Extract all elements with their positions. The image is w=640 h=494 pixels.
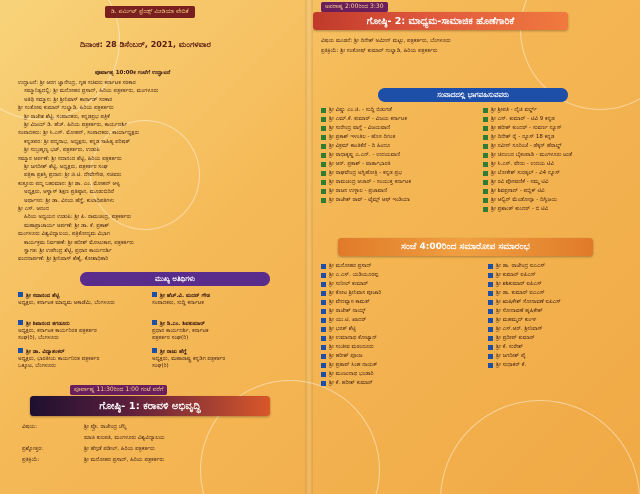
list-item-label: ಶ್ರೀ ಯು.ಟಿ. ಖಾದರ್ [329,317,367,323]
bullet-icon [483,162,488,167]
page-gutter [305,0,313,494]
bullet-icon [152,320,157,325]
list-item-label: ಶ್ರೀ ಜಗದೀಶ್ ಪೈ [496,353,526,359]
list-item [321,352,381,361]
list-item [483,115,572,124]
list-item [488,325,561,334]
list-item-label: ಶ್ರೀ ಉಮಾನಾಥ ಕೋಟ್ಯಾನ್ [329,335,378,341]
bullet-icon [321,126,326,131]
bullet-icon [483,126,488,131]
list-item-label: ಶ್ರೀ ಎಸ್. ಕುಮಾರ್ - ಟಿವಿ 9 ಕನ್ನಡ [491,116,555,122]
session2-time: ಅಪರಾಹ್ನ 2:00ರಿಂದ 3:30 [321,2,388,12]
list-item-label: ಶ್ರೀ ಎಸ್.ಆರ್. ಶ್ರೀನಿವಾಸ್ [496,326,543,332]
bullet-icon [321,354,326,359]
bullet-icon [321,198,326,203]
list-item [483,196,572,205]
list-item-label: ಶ್ರೀ ಹರೀಶ್ ಕುಂದರ್ - ಸುವರ್ಣ ನ್ಯೂಸ್ [491,125,562,131]
session2-banner: ಗೋಷ್ಠಿ- 2: ಮಾಧ್ಯಮ-ಸಾಮಾಜಿಕ ಹೊಣೆಗಾರಿಕೆ [313,12,568,30]
session2-topic: ವಿಷಯ ಮಂಡನೆ: ಶ್ರೀ ದಿನೇಶ್ ಅಮೀನ್ ಮಟ್ಟು, ಪತ್ರಕರ್ತರು, ಬೆಂಗಳೂರು [321,38,451,44]
bullet-icon [321,381,326,386]
list-item [488,298,561,307]
bullet-icon [488,300,493,305]
intro-line: ಶ್ರೀ ಜಗದೀಶ್ ಶೆಟ್ಟಿ, ಅಧ್ಯಕ್ಷರು, ಪತ್ರಕರ್ತರ ಸಂಘ [24,164,108,170]
bullet-icon [488,354,493,359]
list-item-label: ಶ್ರೀ ಎಮ್.ಕೆ. ಕುಮಾರ್ - ವಿಜಯ ಕರ್ನಾಟಕ [329,116,407,122]
list-item [488,271,561,280]
intro-line: ಅತಿಥಿ ಸಮ್ಮಾನ: ಶ್ರೀ ಶ್ರೀನಿವಾಸ್ ಕಾರ್ನಾಡ್ ಸರಕಾರ [24,96,113,103]
list-item-label: ಶ್ರೀ ಡಾ. ಕುಮಾರ್ ಐಎಎಸ್ [496,290,545,296]
list-item [321,271,381,280]
row-key: ಪ್ರತಿಕ್ರಿಯೆ: [22,457,40,463]
intro-line: ಶ್ರೀ ರಾಜೇಶ ಶೆಟ್ಟಿ, ಸಂಪಾದಕರು, ಕನ್ನಡಪ್ರಭ ಪತ್ರಿಕೆ [24,113,110,120]
session1-row [22,457,164,464]
list-item [321,115,411,124]
bullet-icon [321,117,326,122]
list-item [321,325,381,334]
bullet-icon [321,153,326,158]
inauguration-time: ಪೂರ್ವಾಹ್ನ 10:00ಕ ಗಂಟೆಗೆ ಉದ್ಘಾಟನೆ [95,70,171,76]
list-item-label: ಶ್ರೀ ಕೋಟ ಶ್ರೀನಿವಾಸ ಪೂಜಾರಿ [329,290,382,296]
bullet-icon [321,180,326,185]
list-item [321,334,381,343]
list-item [488,289,561,298]
guest-name: ಶ್ರೀ ಡಾ. ವಿದ್ಯಾಶಂಕರ್ [18,348,65,356]
list-item [483,151,572,160]
list-item-label: ಶ್ರೀ ರಾಧಾಕೃಷ್ಣ ಎ.ಎನ್. - ಉದಯವಾಣಿ [329,152,401,158]
list-item-label: ಶ್ರೀ ಆಲ್ವಿನ್ ಮೆಂಡೋನ್ಸಾ - ದಿಗ್ವಿಜಯ [491,197,558,203]
bullet-icon [321,318,326,323]
intro-line: ಹಿರಿಯ ಅಧ್ಯಯನ ಉಡುಪಿ: ಶ್ರೀ ಪಿ. ರಾಮಚಂದ್ರ, ಪತ್ರಕರ್ತರು [24,214,132,221]
list-item [321,280,381,289]
guest-title: ಒಕ್ಕೂಟ, ಬೆಂಗಳೂರು [18,363,56,369]
bullet-icon [321,309,326,314]
row-key: ವಿಷಯ: [22,424,38,430]
list-item [321,316,381,325]
intro-line: ಸ್ವಾಗತ: ಶ್ರೀ ಉಪೇಂದ್ರ ಶೆಟ್ಟಿ, ಪ್ರಧಾನ ಕಾರ್ಯದರ್ಶಿ [24,248,112,254]
list-item-label: ಶ್ರೀ ರಾಮಚಂದ್ರ ಆಚಾರ್ - ಸಂಯುಕ್ತ ಕರ್ನಾಟಕ [329,179,411,185]
session1-row [22,446,155,453]
list-item [321,379,381,388]
guest-title: ಅಧ್ಯಕ್ಷರು, ಕರ್ನಾಟಕ ಕಾರ್ಯನಿರತ ಪತ್ರಕರ್ತರ [18,328,97,334]
intro-line: ಸಮ್ಮಾನಿತ್ವದಲ್ಲಿ: ಶ್ರೀ ಮನೋಹರ ಪ್ರಸಾದ್, ಹಿರಿಯ ಪತ್ರಕರ್ತರು, ಮಂಗಳೂರು [24,88,159,95]
row-value: ಶ್ರೀ ಹೆಗ್ಗಡೆ ಪಡೀಲ್, ಹಿರಿಯ ಪತ್ರಕರ್ತರು [84,446,155,452]
list-item-label: ಶ್ರೀ ಶಿವಪ್ರಸಾದ್ - ಪಬ್ಲಿಕ್ ಟಿವಿ [491,188,545,194]
bullet-icon [152,348,157,353]
list-item [483,124,572,133]
list-item-label: ಶ್ರೀ ರಾಜೇಶ್ ರಾವ್ - ಟೈಮ್ಸ್ ಆಫ್ ಇಂಡಿಯಾ [329,197,410,203]
intro-line: ಉದ್ಘಾಟನೆ: ಶ್ರೀ ಆರಗ ಜ್ಞಾನೇಂದ್ರ, ಗೃಹ ಸಚಿವರು ಕರ್ನಾಟಕ ಸರಕಾರ [18,80,136,86]
list-item [321,361,381,370]
bullet-icon [321,345,326,350]
bullet-icon [321,171,326,176]
list-item-label: ಶ್ರೀ ಪ್ರದೀಪ್ ಕುಮಾರ್ [496,335,535,341]
list-item [321,160,411,169]
list-item [321,106,411,115]
list-item [321,142,411,151]
intro-line: ಶ್ರೀ ಎಸ್. ಆನಂದ [18,206,49,212]
guest-title: ಸಂಪಾದಕರು, ಸುದ್ದಿ ಕರ್ನಾಟಕ [152,300,204,306]
list-item-label: ಶ್ರೀ ನವೀನ್ ಸೂರಿಂಜೆ - ಡೆಕ್ಕನ್ ಹೆರಾಲ್ಡ್ [491,143,562,149]
guest-title: ಅಧ್ಯಕ್ಷರು, ಭಾರತೀಯ ಕಾರ್ಯನಿರತ ಪತ್ರಕರ್ತರ [18,356,100,362]
list-item-label: ಶ್ರೀ ಕುಮಾರ್ ಐಪಿಎಸ್ [496,272,536,278]
list-item-label: ಶ್ರೀ ಸಂಜೀವ ಮಠಂದೂರು [329,344,374,350]
intro-line: ಅಧ್ಯಕ್ಷರು, ಆಳ್ವಾಸ್ ಶಿಕ್ಷಣ ಪ್ರತಿಷ್ಠಾನ, ಮೂಡುಬಿದಿರೆ [24,189,114,196]
bullet-icon [321,300,326,305]
list-item [321,151,411,160]
intro-line: ಸಂಪಾದಕರು: ಶ್ರೀ ಸಿ.ಎಸ್. ಮೋಹನ್, ಸಂಪಾದಕರು, ಕಾರ್ಯಾಧ್ಯಕ್ಷರು [18,130,140,137]
closing-list-right [488,262,561,370]
list-item-label: ಶ್ರೀ ರವಿ ಪೊಸವಣಿಕೆ - ನಮ್ಮ ಟಿವಿ [491,179,549,185]
bullet-icon [483,189,488,194]
list-item [321,307,381,316]
list-item [321,262,381,271]
row-key: ಪ್ರಶ್ನೋತ್ತರ: [22,446,43,452]
row-value: ಶ್ರೀ ಪ್ರೊ. ರಾಜೇಂದ್ರ ಚೆನ್ನಿ [84,424,127,430]
list-item [488,352,561,361]
bullet-icon [488,309,493,314]
bullet-icon [483,144,488,149]
bullet-icon [18,348,23,353]
bullet-icon [483,171,488,176]
list-item-label: ಶ್ರೀ ಕೆ. ಹರೀಶ್ ಕುಮಾರ್ [329,380,373,386]
list-item-label: ಶ್ರೀ ಮಂಜುನಾಥ ಭಂಡಾರಿ [329,371,374,377]
intro-line: ಕುತ್ತೂರು ಪದ್ಮ ಬಹುಮಾನ: ಶ್ರೀ ಡಾ. ಎಂ. ಮೋಹನ್ ಆಳ್ವ [18,180,121,187]
guest-name: ಶ್ರೀ ಹೆಚ್.ವಿ. ಮದನ್ ಗೌಡ [152,292,210,300]
list-item-label: ಶ್ರೀ ರಾಘವೇಂದ್ರ ಅಗ್ನಿಹೋತ್ರಿ - ಕನ್ನಡ ಪ್ರಭ [329,170,403,176]
session1-time: ಪೂರ್ವಾಹ್ನ 11:30ರಿಂದ 1:00 ಗಂಟೆ ವರೆಗೆ [70,385,167,395]
bullet-icon [483,153,488,158]
bullet-icon [321,144,326,149]
bullet-icon [18,320,23,325]
bullet-icon [321,135,326,140]
list-item-label: ಶ್ರೀ ಪ್ರಕಾಶ್ ಇಳಂತಿಲ - ಹೊಸ ದಿಗಂತ [329,134,396,140]
list-item [321,133,411,142]
guest-title: ಸಂಘ(ರಿ), ಬೆಂಗಳೂರು [18,335,59,341]
list-item-label: ಶ್ರೀ ಸುಧಾಕರ್ ಕೆ. [496,362,527,368]
bullet-icon [321,264,326,269]
list-item-label: ಶ್ರೀ ಸೋನಾವಣೆ ಹೃಷಿಕೇಶ್ [496,308,543,314]
participants-heading: ಸಂವಾದದಲ್ಲಿ ಭಾಗವಹಿಸುವವರು [378,88,568,102]
list-item [321,298,381,307]
bullet-icon [321,273,326,278]
guest-name: ಶ್ರೀ ಸದಾನಂದ ಶೆಟ್ಟಿ [18,292,59,300]
list-item [321,124,411,133]
session1-row [22,435,165,442]
bullet-icon [321,363,326,368]
right-page [313,0,640,494]
list-item [321,343,381,352]
bullet-icon [321,108,326,113]
list-item-label: ಶ್ರೀ ರಾಜನ ಉಳ್ಳಾಲ - ಪ್ರಜಾವಾಣಿ [329,188,388,194]
bullet-icon [488,363,493,368]
list-item-label: ಶ್ರೀ ಚಿದಂಬರ ಬೈಕಂಪಾಡಿ - ಮಂಗಳೂರು ಟುಡೆ [491,152,573,158]
bullet-icon [488,327,493,332]
row-key [22,435,84,442]
list-item-label: ಶ್ರೀ ವಿಷ್ಣು ಎಂ.ಜಿ. - ಸುದ್ದಿ ಬಿಡುಗಡೆ [329,107,392,113]
bullet-icon [321,327,326,332]
session1-row [22,424,127,431]
list-item-label: ಶ್ರೀ ಲೋಕೇಶ್ ಸುರತ್ಕಲ್ - ವಿ4 ನ್ಯೂಸ್ [491,170,560,176]
list-item [483,133,572,142]
intro-line: ಮಹಾಪ್ರಾಚಾರ್ಯ ಅರ್ಪಣೆ: ಶ್ರೀ ಡಾ. ಕೆ. ಪ್ರಕಾಶ್ [24,222,110,229]
bullet-icon [321,189,326,194]
list-item [483,187,572,196]
closing-banner: ಸಂಜೆ 4:00ರಿಂದ ಸಮಾರೋಪ ಸಮಾರಂಭ [338,238,593,256]
bullet-icon [321,291,326,296]
list-item-label: ಶ್ರೀ ಸಿ.ಎಸ್. ವೇಣು - ಉದಯ ಟಿವಿ [491,161,554,167]
bullet-icon [488,264,493,269]
list-item [483,178,572,187]
left-page [0,0,306,494]
list-item [488,262,561,271]
list-item [488,334,561,343]
list-item-label: ಶ್ರೀ ಡಾ. ರಾಜೇಂದ್ರ ಐಎಎಸ್ [496,263,546,269]
list-item-label: ಶ್ರೀ ಮನೋಹರ ಪ್ರಸಾದ್ [329,263,372,269]
list-item-label: ಶ್ರೀ ಸುರೇಂದ್ರ ವಾಗ್ಲೆ - ವಿಜಯವಾಣಿ [329,125,391,131]
row-value: ಮಾಜಿ ಕುಲಪತಿ, ಮಂಗಳೂರು ವಿಶ್ವವಿದ್ಯಾಲಯ [84,435,165,441]
guest-name: ಶ್ರೀ ರಾಜು ಹೆಗ್ಡೆ [152,348,187,356]
closing-list-left [321,262,381,388]
list-item [321,169,411,178]
list-item [483,160,572,169]
list-item-label: ಶ್ರೀ ವಿಕ್ರಮ್ ಕಾಂತಿಕೆರೆ - ದಿ ಹಿಂದೂ [329,143,391,149]
bullet-icon [321,372,326,377]
intro-line: ವಂದನಾರ್ಪಣೆ: ಶ್ರೀ ಶ್ರೀನಿವಾಸ್ ಶೆಣೈ, ಕೋಶಾಧಿಕಾರಿ [18,256,109,263]
bullet-icon [483,198,488,203]
list-item-label: ಶ್ರೀ ಕೆ. ಸುರೇಶ್ [496,344,523,350]
list-item-label: ಶ್ರೀ ಹರೀಶ್ ಪೂಂಜ [329,353,363,359]
bullet-icon [483,117,488,122]
intro-line: ಸಮ್ಮಾನ ಅರ್ಪಣೆ: ಶ್ರೀ ಸದಾನಂದ ಶೆಟ್ಟಿ, ಹಿರಿಯ ಪತ್ರಕರ್ತರು [18,155,122,162]
list-item-label: ಶ್ರೀ ದಿನೇಶ್ ರೈ - ನ್ಯೂಸ್ 18 ಕನ್ನಡ [491,134,555,140]
list-item [488,307,561,316]
participants-list-right [483,106,572,214]
event-date: ದಿನಾಂಕ: 28 ಡಿಸೆಂಬರ್, 2021, ಮಂಗಳವಾರ [80,40,211,49]
list-item-label: ಶ್ರೀ ಶಶಿಕುಮಾರ್ ಐಪಿಎಸ್ [496,281,542,287]
bullet-icon [483,135,488,140]
bullet-icon [18,292,23,297]
list-item-label: ಶ್ರೀ ಆರ್. ಪ್ರಕಾಶ್ - ವಾರ್ತಾಭಾರತಿ [329,161,391,167]
guests-heading: ಮುಖ್ಯ ಅತಿಥಿಗಳು [80,272,270,286]
guest-title: ಪ್ರಧಾನ ಕಾರ್ಯದರ್ಶಿ, ಕರ್ನಾಟಕ [152,328,209,334]
guest-name: ಶ್ರೀ ಡಿ.ಎಂ. ಶಿವಕುಮಾರ್ [152,320,205,328]
guest-title: ಅಧ್ಯಕ್ಷರು, ಮಹಾರಾಷ್ಟ್ರ ಕನ್ನಡಿಗ ಪತ್ರಕರ್ತರ [152,356,226,362]
bullet-icon [488,336,493,341]
intro-line: ಶ್ರೀ ಸುಬ್ರಹ್ಮಣ್ಯ ಭಟ್, ಪತ್ರಕರ್ತರು, ಉಡುಪಿ [24,147,100,154]
bullet-icon [483,207,488,212]
list-item-label: ಶ್ರೀ ಶ್ರೀಪತಿ - ದೈಜಿ ವರ್ಲ್ಡ್ [491,107,537,113]
list-item [483,169,572,178]
intro-line: ಶ್ರೀ ವಿಜಯ್ ಡಿ. ಹೆಚ್. ಹಿರಿಯ ಪತ್ರಕರ್ತರು, ಕಾರ್ಯದರ್ಶಿ [24,122,128,128]
list-item-label: ಶ್ರೀ ಋಷಿಕೇಶ್ ಸೋನಾವಣೆ ಐಪಿಎಸ್ [496,299,561,305]
list-item [483,142,572,151]
list-item [488,361,561,370]
bullet-icon [483,180,488,185]
venue-tag: ಡಿ. ಪರ್ಮಿಟ್ ಫ್ರೆಂಡ್ಸ್ ಮೀಡಿಯಾ ವೇದಿಕೆ [105,6,195,18]
list-item [321,196,411,205]
list-item-label: ಶ್ರೀ ಮಹಮ್ಮದ್ ಕುಂಞ [496,317,537,323]
list-item-label: ಶ್ರೀ ಸುನೀಲ್ ಕುಮಾರ್ [329,281,369,287]
list-item-label: ಶ್ರೀ ಪ್ರತಾಪ್ ಸಿಂಹ ನಾಯಕ್ [329,362,378,368]
list-item [321,370,381,379]
list-item-label: ಶ್ರೀ ಪ್ರಶಾಂತ್ ಕುಂದರ್ - ಬಿ ಟಿವಿ [491,206,549,212]
bullet-icon [488,273,493,278]
bullet-icon [488,345,493,350]
list-item-label: ಶ್ರೀ ಎ.ಎಸ್. ಯಡಿಯೂರಪ್ಪ [329,272,379,278]
intro-line: ಮಂಗಳೂರು ವಿಶ್ವವಿದ್ಯಾಲಯ, ಪತ್ರಿಕೋದ್ಯಮ ವಿಭಾಗ [18,231,110,238]
guest-title: ಅಧ್ಯಕ್ಷರು, ಕರ್ನಾಟಕ ಮಾಧ್ಯಮ ಅಕಾಡೆಮಿ, ಬೆಂಗಳೂರು [18,300,115,306]
list-item [488,280,561,289]
bullet-icon [321,162,326,167]
list-item-label: ಶ್ರೀ ರಾಜೇಶ್ ನಾಯ್ಕ್ [329,308,366,314]
bullet-icon [321,282,326,287]
participants-list-left [321,106,411,205]
list-item [321,289,381,298]
session2-response: ಪ್ರತಿಕ್ರಿಯೆ: ಶ್ರೀ ಸಂತೋಷ್ ಕುಮಾರ್ ಗುಲ್ವಾಡಿ, ಹಿರಿಯ ಪತ್ರಕರ್ತರು [321,48,438,54]
intro-line: ಪತ್ರಿಕಾ ಪ್ರಶಸ್ತಿ ಪ್ರದಾನ: ಶ್ರೀ ಜಿ.ಟಿ. ದೇವೇಗೌಡ, ಸಚಿವರು [24,172,122,179]
intro-line: ಅರ್ಥಾಸನ: ಶ್ರೀ ಡಾ. ವಿನಯ ಹೆಗ್ಡೆ, ಕುಲಾಧಿಪತಿಗಳು [24,197,115,204]
intro-line: ಶ್ರೀ ಸಂತೋಷ ಕುಮಾರ್ ಗುಲ್ವಾಡಿ, ಹಿರಿಯ ಪತ್ರಕರ್ತರು [18,105,114,112]
guest-title: ಪತ್ರಕರ್ತರ ಸಂಘ(ರಿ) [152,335,189,341]
row-value: ಶ್ರೀ ಮನೋಹರ ಪ್ರಸಾದ್, ಹಿರಿಯ ಪತ್ರಕರ್ತರು [84,457,165,463]
session1-banner: ಗೋಷ್ಠಿ- 1: ಕರಾವಳಿ ಅಭಿವೃದ್ಧಿ [30,396,270,416]
list-item [483,205,572,214]
list-item [321,178,411,187]
guest-name: ಶ್ರೀ ಶಿವಾನಂದ ತಗಡೂರು [18,320,70,328]
list-item [488,316,561,325]
list-item-label: ಶ್ರೀ ಭರತ್ ಶೆಟ್ಟಿ [329,326,356,332]
bullet-icon [488,291,493,296]
list-item [488,343,561,352]
bullet-icon [488,318,493,323]
guest-title: ಸಂಘ(ರಿ) [152,363,169,369]
bullet-icon [321,336,326,341]
list-item [321,187,411,196]
bullet-icon [152,292,157,297]
intro-line: ಕನ್ನಡಪರ: ಶ್ರೀ ಪದ್ಮನಾಭ, ಅಧ್ಯಕ್ಷರು, ಕನ್ನಡ ಸಾಹಿತ್ಯ ಪರಿಷತ್ [24,138,131,145]
bullet-icon [488,282,493,287]
list-item-label: ಶ್ರೀ ವೇದವ್ಯಾಸ ಕಾಮತ್ [329,299,370,305]
intro-line: ಕಾರ್ಯಕ್ರಮ ನಿರ್ವಹಣೆ: ಶ್ರೀ ಹರೀಶ್ ಮೋಟುಕಾನ, ಪತ್ರಕರ್ತರು [24,239,134,246]
list-item [483,106,572,115]
bullet-icon [483,108,488,113]
